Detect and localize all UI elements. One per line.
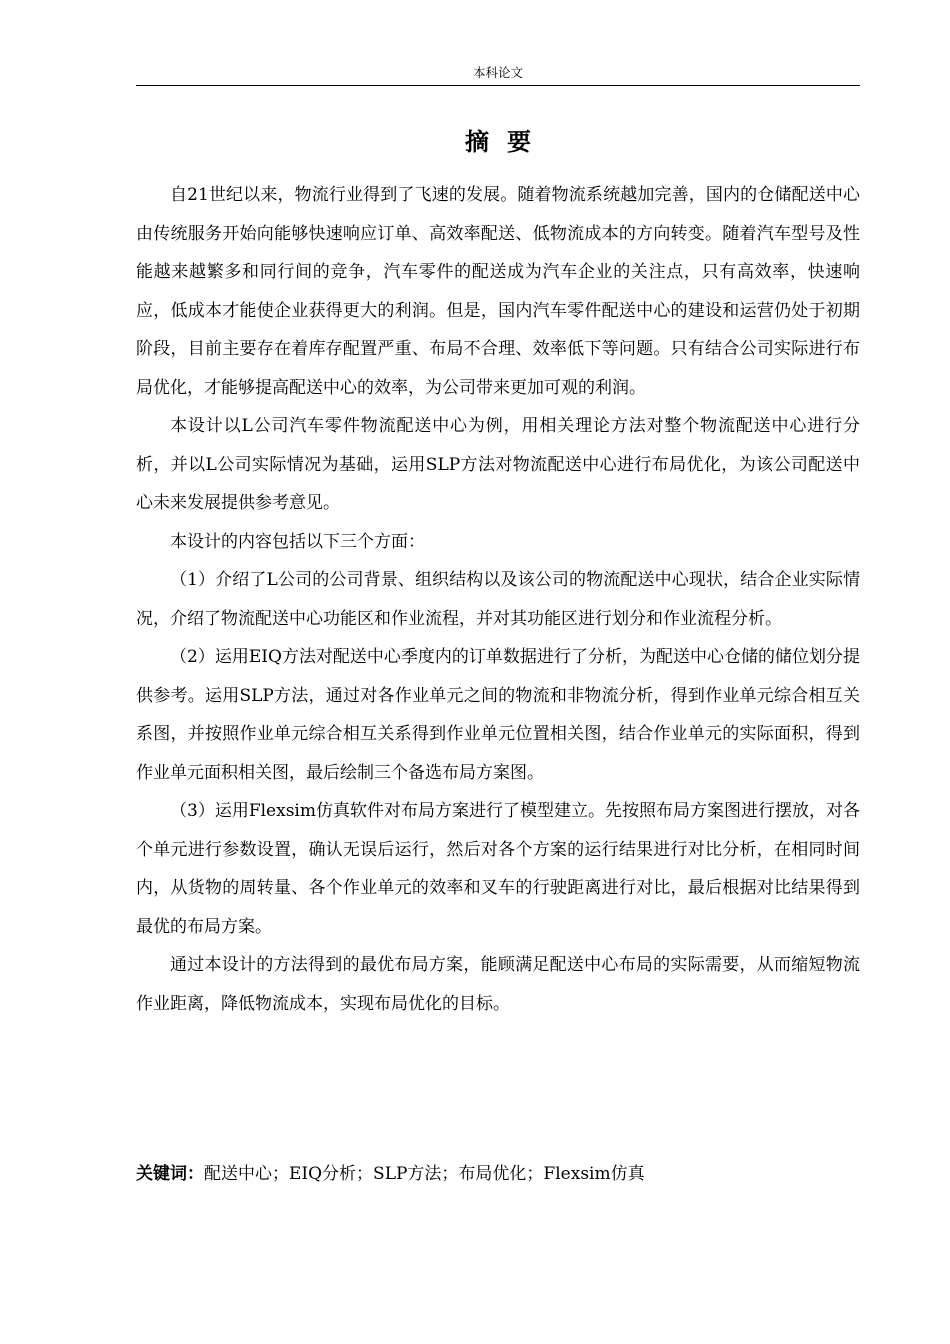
abstract-paragraph-2: 本设计以L公司汽车零件物流配送中心为例，用相关理论方法对整个物流配送中心进行分析，并以L公司实际情况为基础，运用SLP方法对物流配送中心进行布局优化，为该公司配送中心未来发展提供参考意见。	[136, 416, 860, 513]
abstract-paragraph-7: 通过本设计的方法得到的最优布局方案，能顾满足配送中心布局的实际需要，从而缩短物流作业距离，降低物流成本，实现布局优化的目标。	[136, 955, 860, 1014]
abstract-paragraph-4: （1）介绍了L公司的公司背景、组织结构以及该公司的物流配送中心现状，结合企业实际情况，介绍了物流配送中心功能区和作业流程，并对其功能区进行划分和作业流程分析。	[136, 570, 860, 629]
keywords-line	[136, 1155, 860, 1193]
keywords-label: 关键词：	[136, 1164, 204, 1184]
running-header: 本科论文	[472, 65, 523, 80]
abstract-title: 摘要	[465, 128, 549, 156]
abstract-paragraph-3: 本设计的内容包括以下三个方面：	[170, 531, 425, 552]
header-rule	[136, 85, 860, 86]
abstract-paragraph-5: （2）运用EIQ方法对配送中心季度内的订单数据进行了分析，为配送中心仓储的储位划分提供参考。运用SLP方法，通过对各作业单元之间的物流和非物流分析，得到作业单元综合相互关系图，并按照作业单元综合相互关系得到作业单元位置相关图，结合作业单元的实际面积，得到作业单元面积相关图，最后绘制三个备选布局方案图。	[136, 647, 860, 783]
keywords-text: 配送中心；EIQ分析；SLP方法；布局优化；Flexsim仿真	[204, 1164, 645, 1184]
abstract-body	[136, 176, 860, 1023]
abstract-paragraph-6: （3）运用Flexsim仿真软件对布局方案进行了模型建立。先按照布局方案图进行摆放，对各个单元进行参数设置，确认无误后运行，然后对各个方案的运行结果进行对比分析，在相同时间内，从货物的周转量、各个作业单元的效率和叉车的行驶距离进行对比，最后根据对比结果得到最优的布局方案。	[136, 801, 860, 937]
abstract-paragraph-1: 自21世纪以来，物流行业得到了飞速的发展。随着物流系统越加完善，国内的仓储配送中心由传统服务开始向能够快速响应订单、高效率配送、低物流成本的方向转变。随着汽车型号及性能越来越繁多和同行间的竞争，汽车零件的配送成为汽车企业的关注点，只有高效率，快速响应，低成本才能使企业获得更大的利润。但是，国内汽车零件配送中心的建设和运营仍处于初期阶段，目前主要存在着库存配置严重、布局不合理、效率低下等问题。只有结合公司实际进行布局优化，才能够提高配送中心的效率，为公司带来更加可观的利润。	[136, 185, 860, 398]
